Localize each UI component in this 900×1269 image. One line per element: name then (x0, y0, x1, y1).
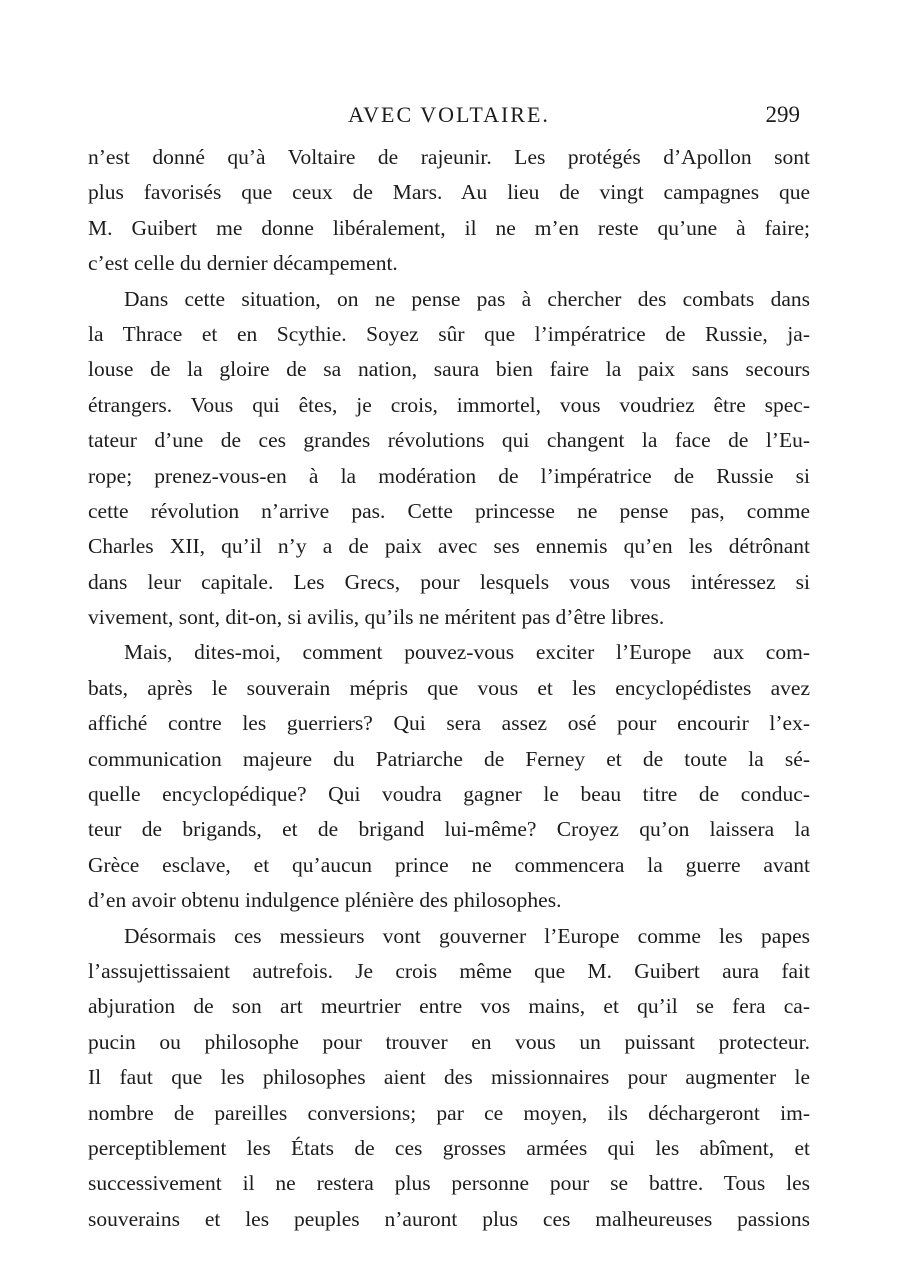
text-line: pucin ou philosophe pour trouver en vous un puissant protecteur. (88, 1029, 810, 1054)
running-head (88, 98, 810, 132)
page-number: 299 (765, 102, 800, 127)
paragraph (88, 635, 810, 918)
text-line: Grèce esclave, et qu’aucun prince ne commencera la guerre avant (88, 852, 810, 877)
text-line: nombre de pareilles conversions; par ce moyen, ils déchargeront im- (88, 1100, 810, 1125)
text-line: la Thrace et en Scythie. Soyez sûr que l’impératrice de Russie, ja- (88, 321, 810, 346)
text-line: étrangers. Vous qui êtes, je crois, immortel, vous voudriez être spec- (88, 392, 810, 417)
text-line: communication majeure du Patriarche de Ferney et de toute la sé- (88, 746, 810, 771)
text-line: dans leur capitale. Les Grecs, pour lesquels vous vous intéressez si (88, 569, 810, 594)
text-line: rope; prenez-vous-en à la modération de l’impératrice de Russie si (88, 463, 810, 488)
text-line: souverains et les peuples n’auront plus ces malheureuses passions (88, 1206, 810, 1231)
text-line: M. Guibert me donne libéralement, il ne m’en reste qu’une à faire; (88, 215, 810, 240)
text-line: Dans cette situation, on ne pense pas à chercher des combats dans (124, 286, 810, 311)
text-line: successivement il ne restera plus personne pour se battre. Tous les (88, 1171, 810, 1196)
text-line: plus favorisés que ceux de Mars. Au lieu de vingt campagnes que (88, 180, 810, 205)
paragraph (88, 919, 810, 1238)
text-line: tateur d’une de ces grandes révolutions qui changent la face de l’Eu- (88, 428, 810, 453)
running-title: AVEC VOLTAIRE. (348, 102, 550, 127)
text-line: affiché contre les guerriers? Qui sera assez osé pour encourir l’ex- (88, 711, 810, 736)
text-line: quelle encyclopédique? Qui voudra gagner le beau titre de conduc- (88, 782, 810, 807)
text-line: bats, après le souverain mépris que vous et les encyclopédistes avez (88, 675, 810, 700)
text-line: n’est donné qu’à Voltaire de rajeunir. Les protégés d’Apollon sont (88, 145, 810, 169)
paragraph (88, 140, 810, 282)
text-line: Mais, dites-moi, comment pouvez-vous exciter l’Europe aux com- (124, 640, 810, 665)
text-line: l’assujettissaient autrefois. Je crois même que M. Guibert aura fait (88, 958, 810, 983)
text-line: perceptiblement les États de ces grosses armées qui les abîment, et (88, 1135, 810, 1160)
text-line: abjuration de son art meurtrier entre vos mains, et qu’il se fera ca- (88, 994, 810, 1019)
text-line: Désormais ces messieurs vont gouverner l’Europe comme les papes (124, 923, 810, 948)
body-text (88, 140, 810, 1237)
paragraph (88, 282, 810, 636)
text-line: teur de brigands, et de brigand lui-même? Croyez qu’on laissera la (88, 817, 810, 842)
text-line: c’est celle du dernier décampement. (88, 251, 398, 276)
text-line: Charles XII, qu’il n’y a de paix avec ses ennemis qu’en les détrônant (88, 534, 810, 559)
text-line: Il faut que les philosophes aient des missionnaires pour augmenter le (88, 1065, 810, 1090)
text-line: louse de la gloire de sa nation, saura bien faire la paix sans secours (88, 357, 810, 382)
text-line: vivement, sont, dit-on, si avilis, qu’ils ne méritent pas d’être libres. (88, 605, 665, 630)
text-line: d’en avoir obtenu indulgence plénière des philosophes. (88, 888, 562, 913)
text-line: cette révolution n’arrive pas. Cette princesse ne pense pas, comme (88, 498, 810, 523)
